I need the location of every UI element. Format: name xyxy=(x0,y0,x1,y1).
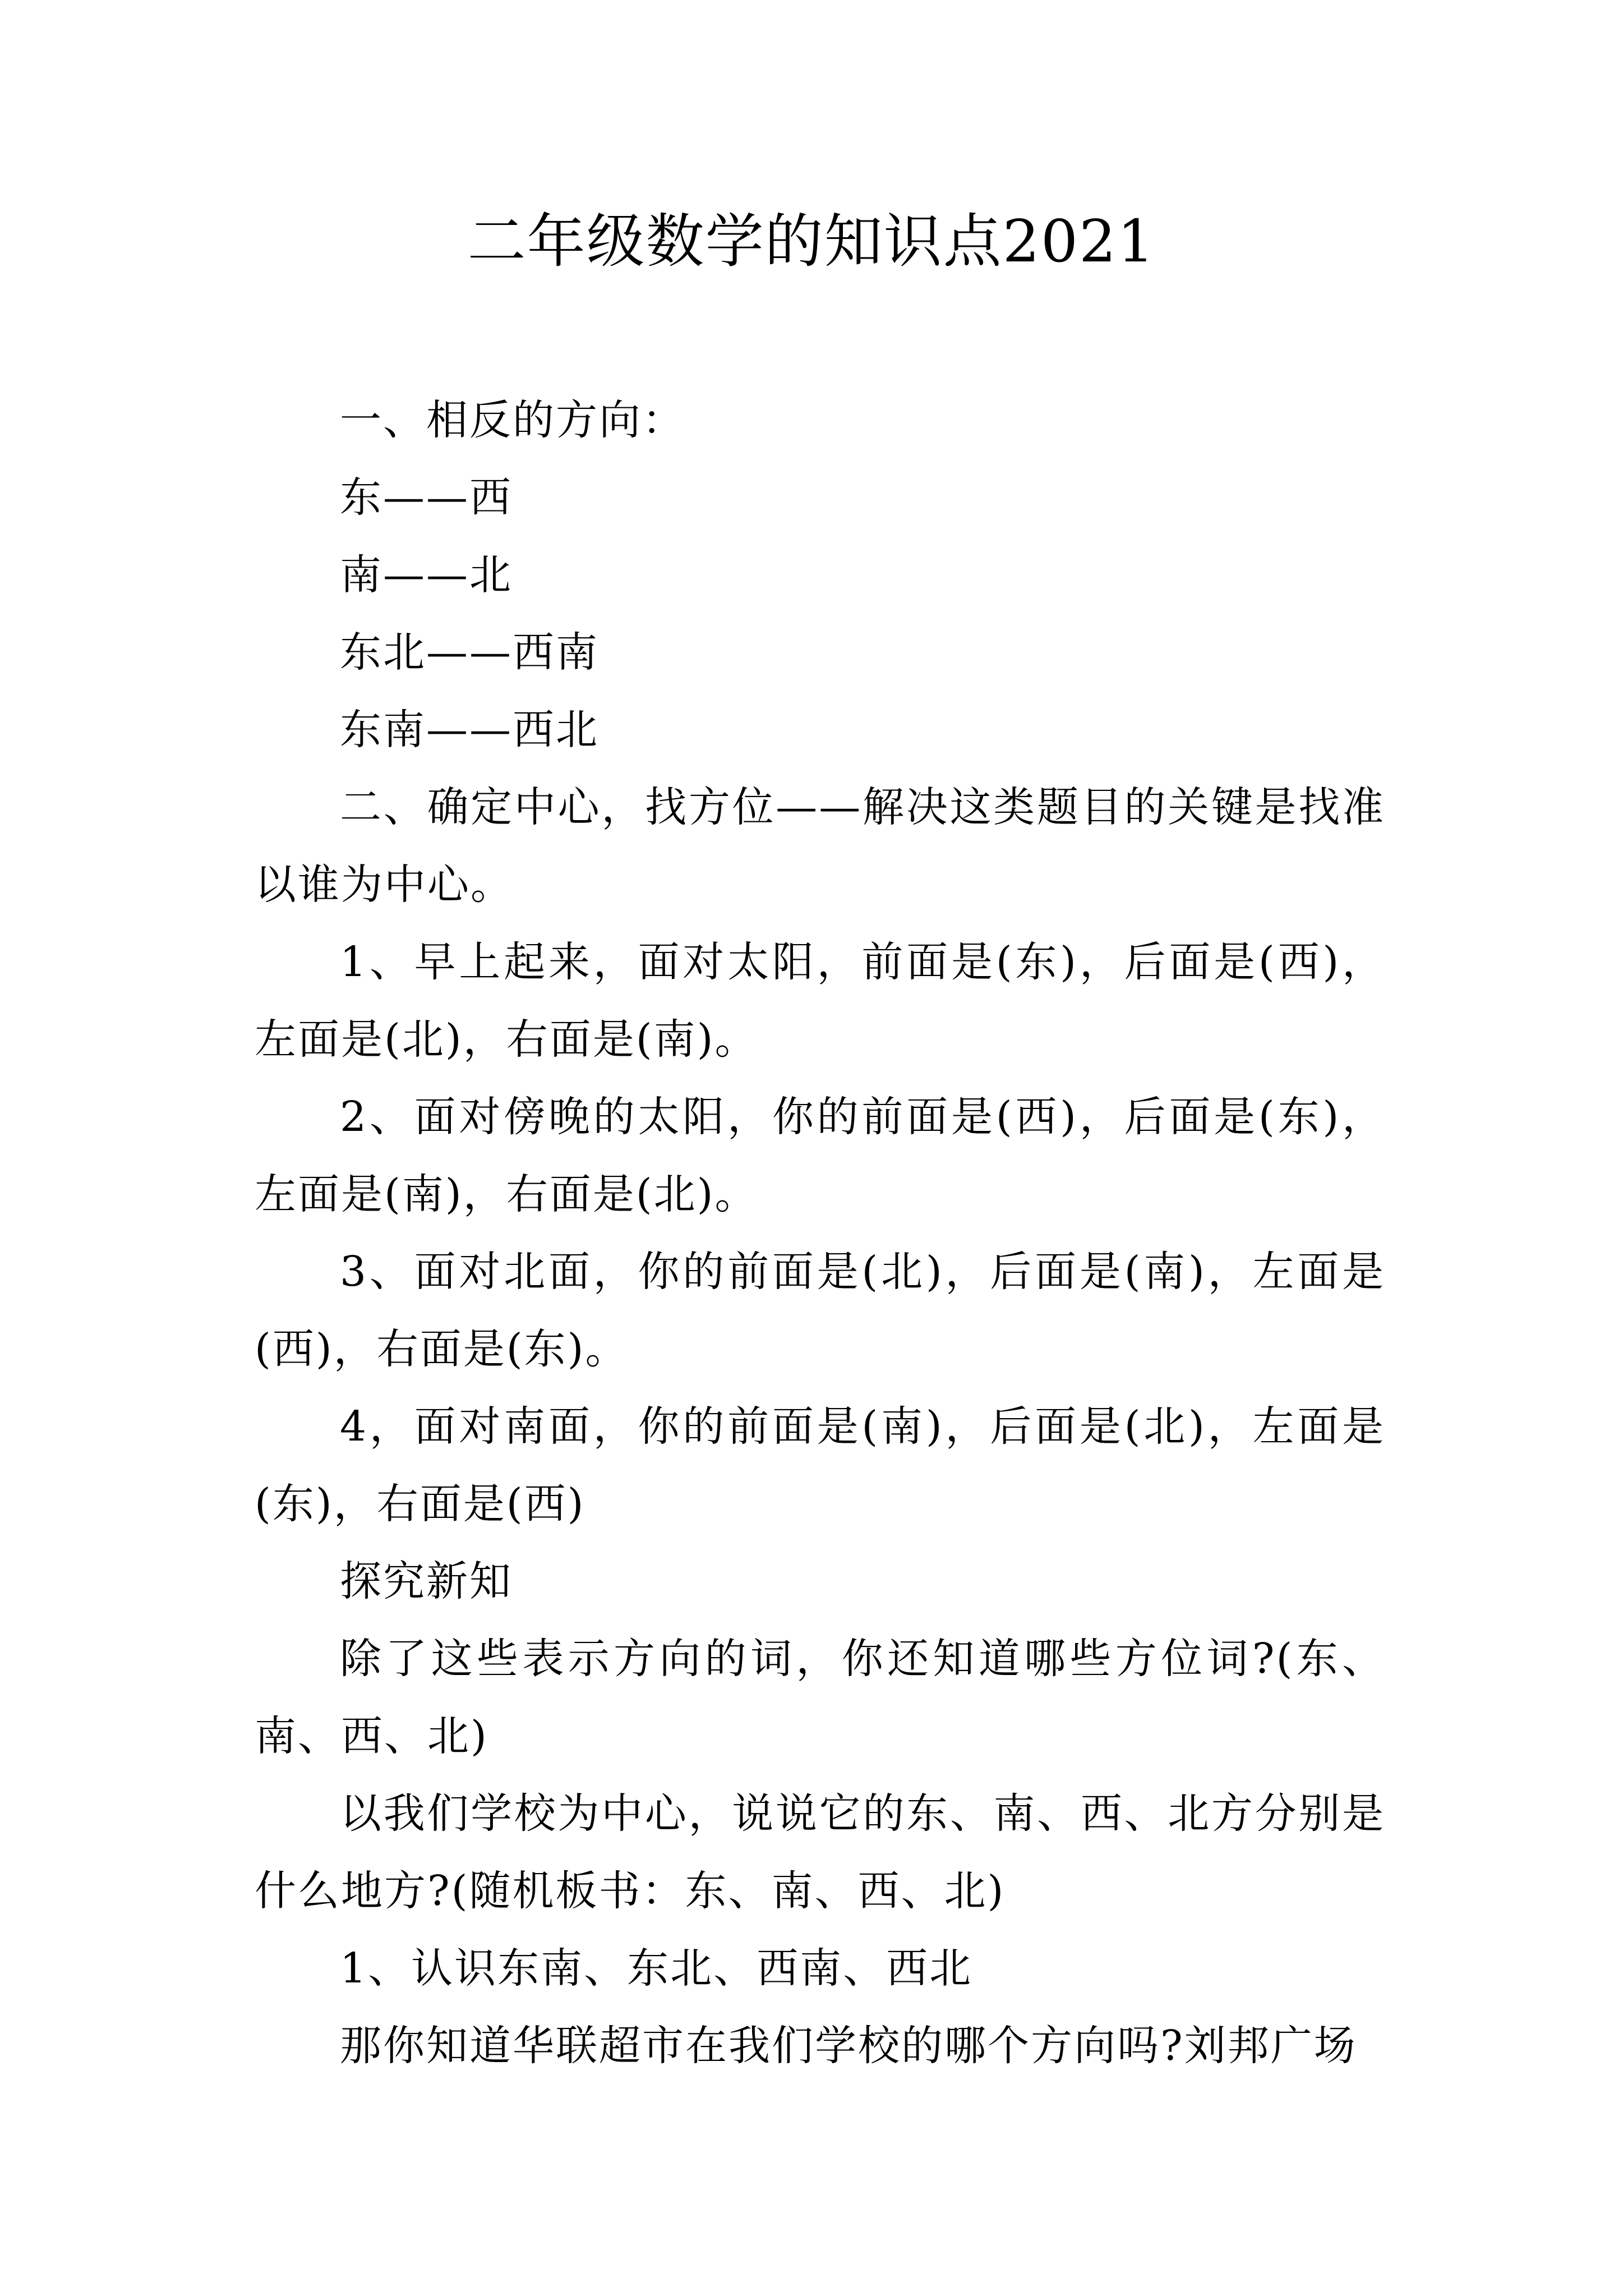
paragraph-east-west: 东——西 xyxy=(340,473,513,522)
paragraph-northeast-southwest: 东北——西南 xyxy=(340,628,599,677)
paragraph-school-center: 以我们学校为中心，说说它的东、南、西、北方分别是什么地方?(随机板书：东、南、西、北) xyxy=(255,1789,1385,1915)
paragraph-item-3: 3、面对北面，你的前面是(北)，后面是(南)，左面是(西)，右面是(东)。 xyxy=(255,1248,1385,1373)
paragraph-determine-center-heading: 二、确定中心，找方位——解决这类题目的关键是找准以谁为中心。 xyxy=(255,783,1385,909)
paragraph-other-direction-words: 除了这些表示方向的词，你还知道哪些方位词?(东、南、西、北) xyxy=(255,1635,1385,1760)
paragraph-item-1: 1、早上起来，面对太阳，前面是(东)，后面是(西)，左面是(北)，右面是(南)。 xyxy=(255,938,1385,1064)
paragraph-opposite-directions-heading: 一、相反的方向： xyxy=(340,396,685,444)
document-body xyxy=(255,381,1385,2085)
paragraph-southeast-northwest: 东南——西北 xyxy=(340,706,599,754)
paragraph-learn-intercardinal: 1、认识东南、东北、西南、西北 xyxy=(340,1944,973,1993)
paragraph-item-4: 4，面对南面，你的前面是(南)，后面是(北)，左面是(东)，右面是(西) xyxy=(255,1402,1385,1528)
paragraph-supermarket-question: 那你知道华联超市在我们学校的哪个方向吗?刘邦广场 xyxy=(340,2022,1357,2070)
paragraph-item-2: 2、面对傍晚的太阳，你的前面是(西)，后面是(东)，左面是(南)，右面是(北)。 xyxy=(255,1093,1385,1218)
paragraph-south-north: 南——北 xyxy=(340,551,513,599)
paragraph-explore-heading: 探究新知 xyxy=(340,1557,513,1605)
document-title: 二年级数学的知识点2021 xyxy=(467,207,1156,275)
